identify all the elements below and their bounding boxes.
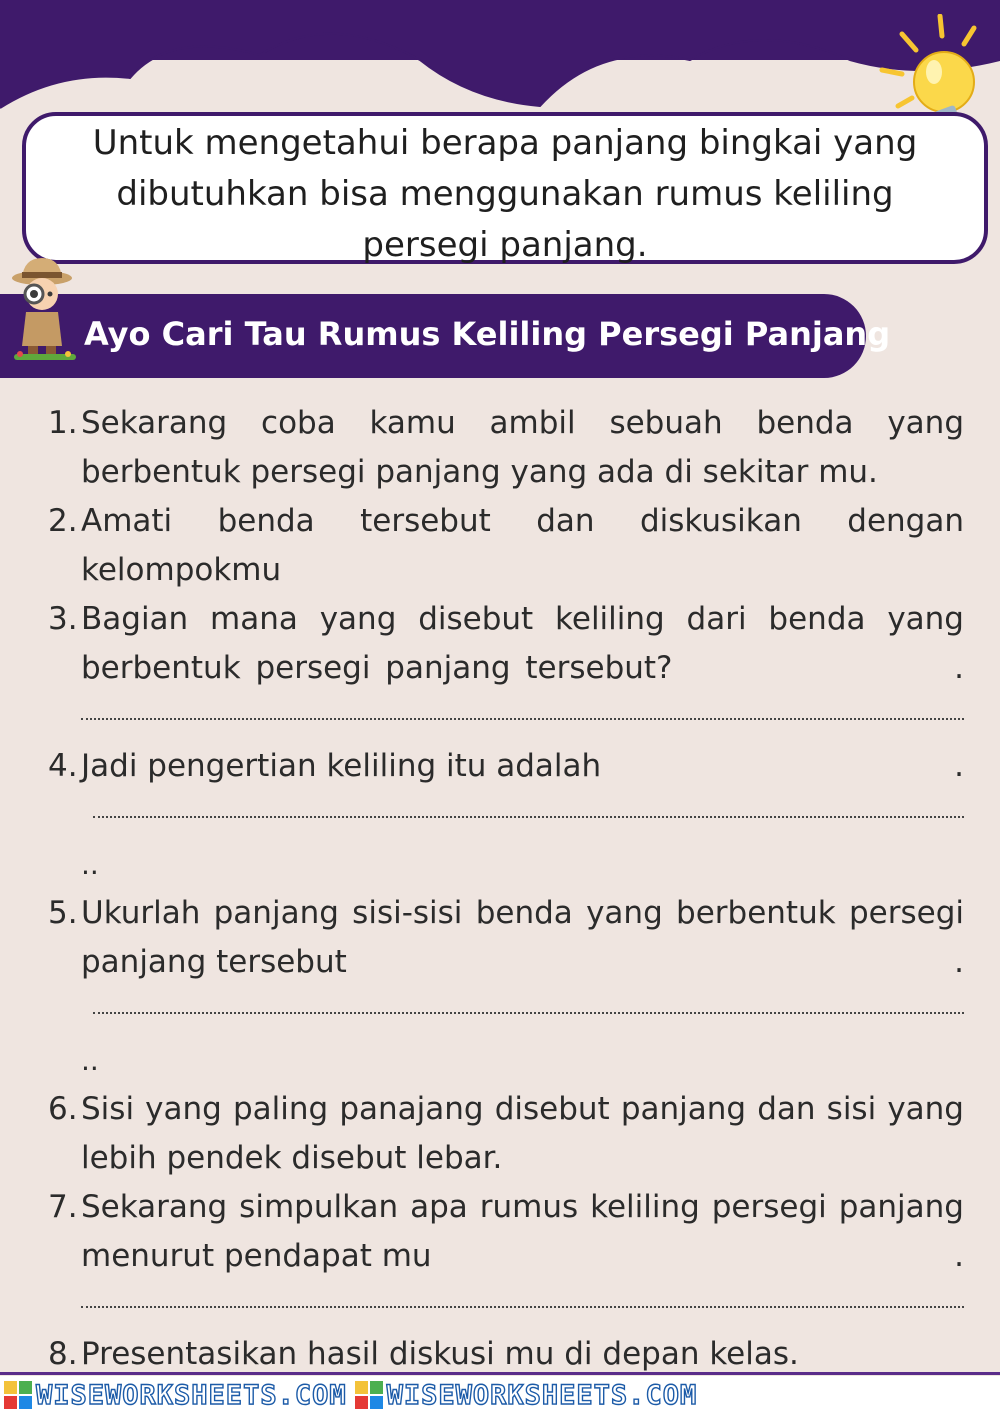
list-item bbox=[48, 1183, 964, 1330]
watermark-text: WISEWORKSHEETS.COM bbox=[386, 1379, 698, 1411]
footer-watermark bbox=[0, 1376, 1000, 1414]
step-question: Sekarang simpulkan apa rumus keliling persegi panjang menurut pendapat mu bbox=[81, 1189, 964, 1274]
step-text bbox=[81, 595, 964, 693]
end-mark: . bbox=[954, 748, 964, 784]
step-text: Presentasikan hasil diskusi mu di depan kelas. bbox=[81, 1336, 799, 1372]
wiseworksheets-logo-icon bbox=[355, 1381, 383, 1409]
intro-text: Untuk mengetahui berapa panjang bingkai yang dibutuhkan bisa menggunakan rumus keliling persegi panjang. bbox=[92, 123, 918, 265]
step-number: 2. bbox=[48, 503, 78, 539]
end-mark: . bbox=[954, 650, 964, 686]
step-text bbox=[81, 742, 964, 791]
step-number: 7. bbox=[48, 1189, 78, 1225]
footer-divider bbox=[0, 1372, 1000, 1375]
wiseworksheets-logo-icon bbox=[4, 1381, 32, 1409]
end-mark: . bbox=[954, 1238, 964, 1274]
watermark-unit bbox=[4, 1380, 347, 1411]
list-item bbox=[48, 889, 964, 1085]
top-cloud-decoration bbox=[0, 0, 1000, 130]
answer-line[interactable] bbox=[81, 1281, 964, 1330]
tail-dots: .. bbox=[81, 1044, 99, 1077]
step-number: 4. bbox=[48, 748, 78, 784]
section-heading: Ayo Cari Tau Rumus Keliling Persegi Panjang bbox=[84, 315, 891, 353]
watermark-unit bbox=[355, 1380, 698, 1411]
step-text: Sekarang coba kamu ambil sebuah benda yang berbentuk persegi panjang yang ada di sekitar mu. bbox=[81, 405, 964, 490]
watermark-text: WISEWORKSHEETS.COM bbox=[36, 1379, 347, 1411]
list-item bbox=[48, 399, 964, 497]
step-number: 3. bbox=[48, 601, 78, 637]
step-question: Jadi pengertian keliling itu adalah bbox=[81, 748, 602, 784]
list-item bbox=[48, 497, 964, 595]
list-item bbox=[48, 742, 964, 889]
steps-list bbox=[48, 399, 964, 1379]
list-item bbox=[48, 1085, 964, 1183]
answer-line[interactable] bbox=[81, 693, 964, 742]
list-item bbox=[48, 595, 964, 742]
answer-line[interactable] bbox=[81, 791, 964, 840]
detective-icon bbox=[4, 254, 84, 364]
step-text bbox=[81, 1183, 964, 1281]
step-text bbox=[81, 889, 964, 987]
answer-line[interactable] bbox=[81, 987, 964, 1036]
step-text: Sisi yang paling panajang disebut panjang dan sisi yang lebih pendek disebut lebar. bbox=[81, 1091, 964, 1176]
step-number: 1. bbox=[48, 405, 78, 441]
step-number: 8. bbox=[48, 1336, 78, 1372]
tail-dots: .. bbox=[81, 848, 99, 881]
step-number: 5. bbox=[48, 895, 78, 931]
step-question: Bagian mana yang disebut keliling dari benda yang berbentuk persegi panjang tersebut? bbox=[81, 601, 964, 686]
step-text: Amati benda tersebut dan diskusikan dengan kelompokmu bbox=[81, 503, 964, 588]
end-mark: . bbox=[954, 944, 964, 980]
step-question: Ukurlah panjang sisi-sisi benda yang berbentuk persegi panjang tersebut bbox=[81, 895, 964, 980]
step-number: 6. bbox=[48, 1091, 78, 1127]
